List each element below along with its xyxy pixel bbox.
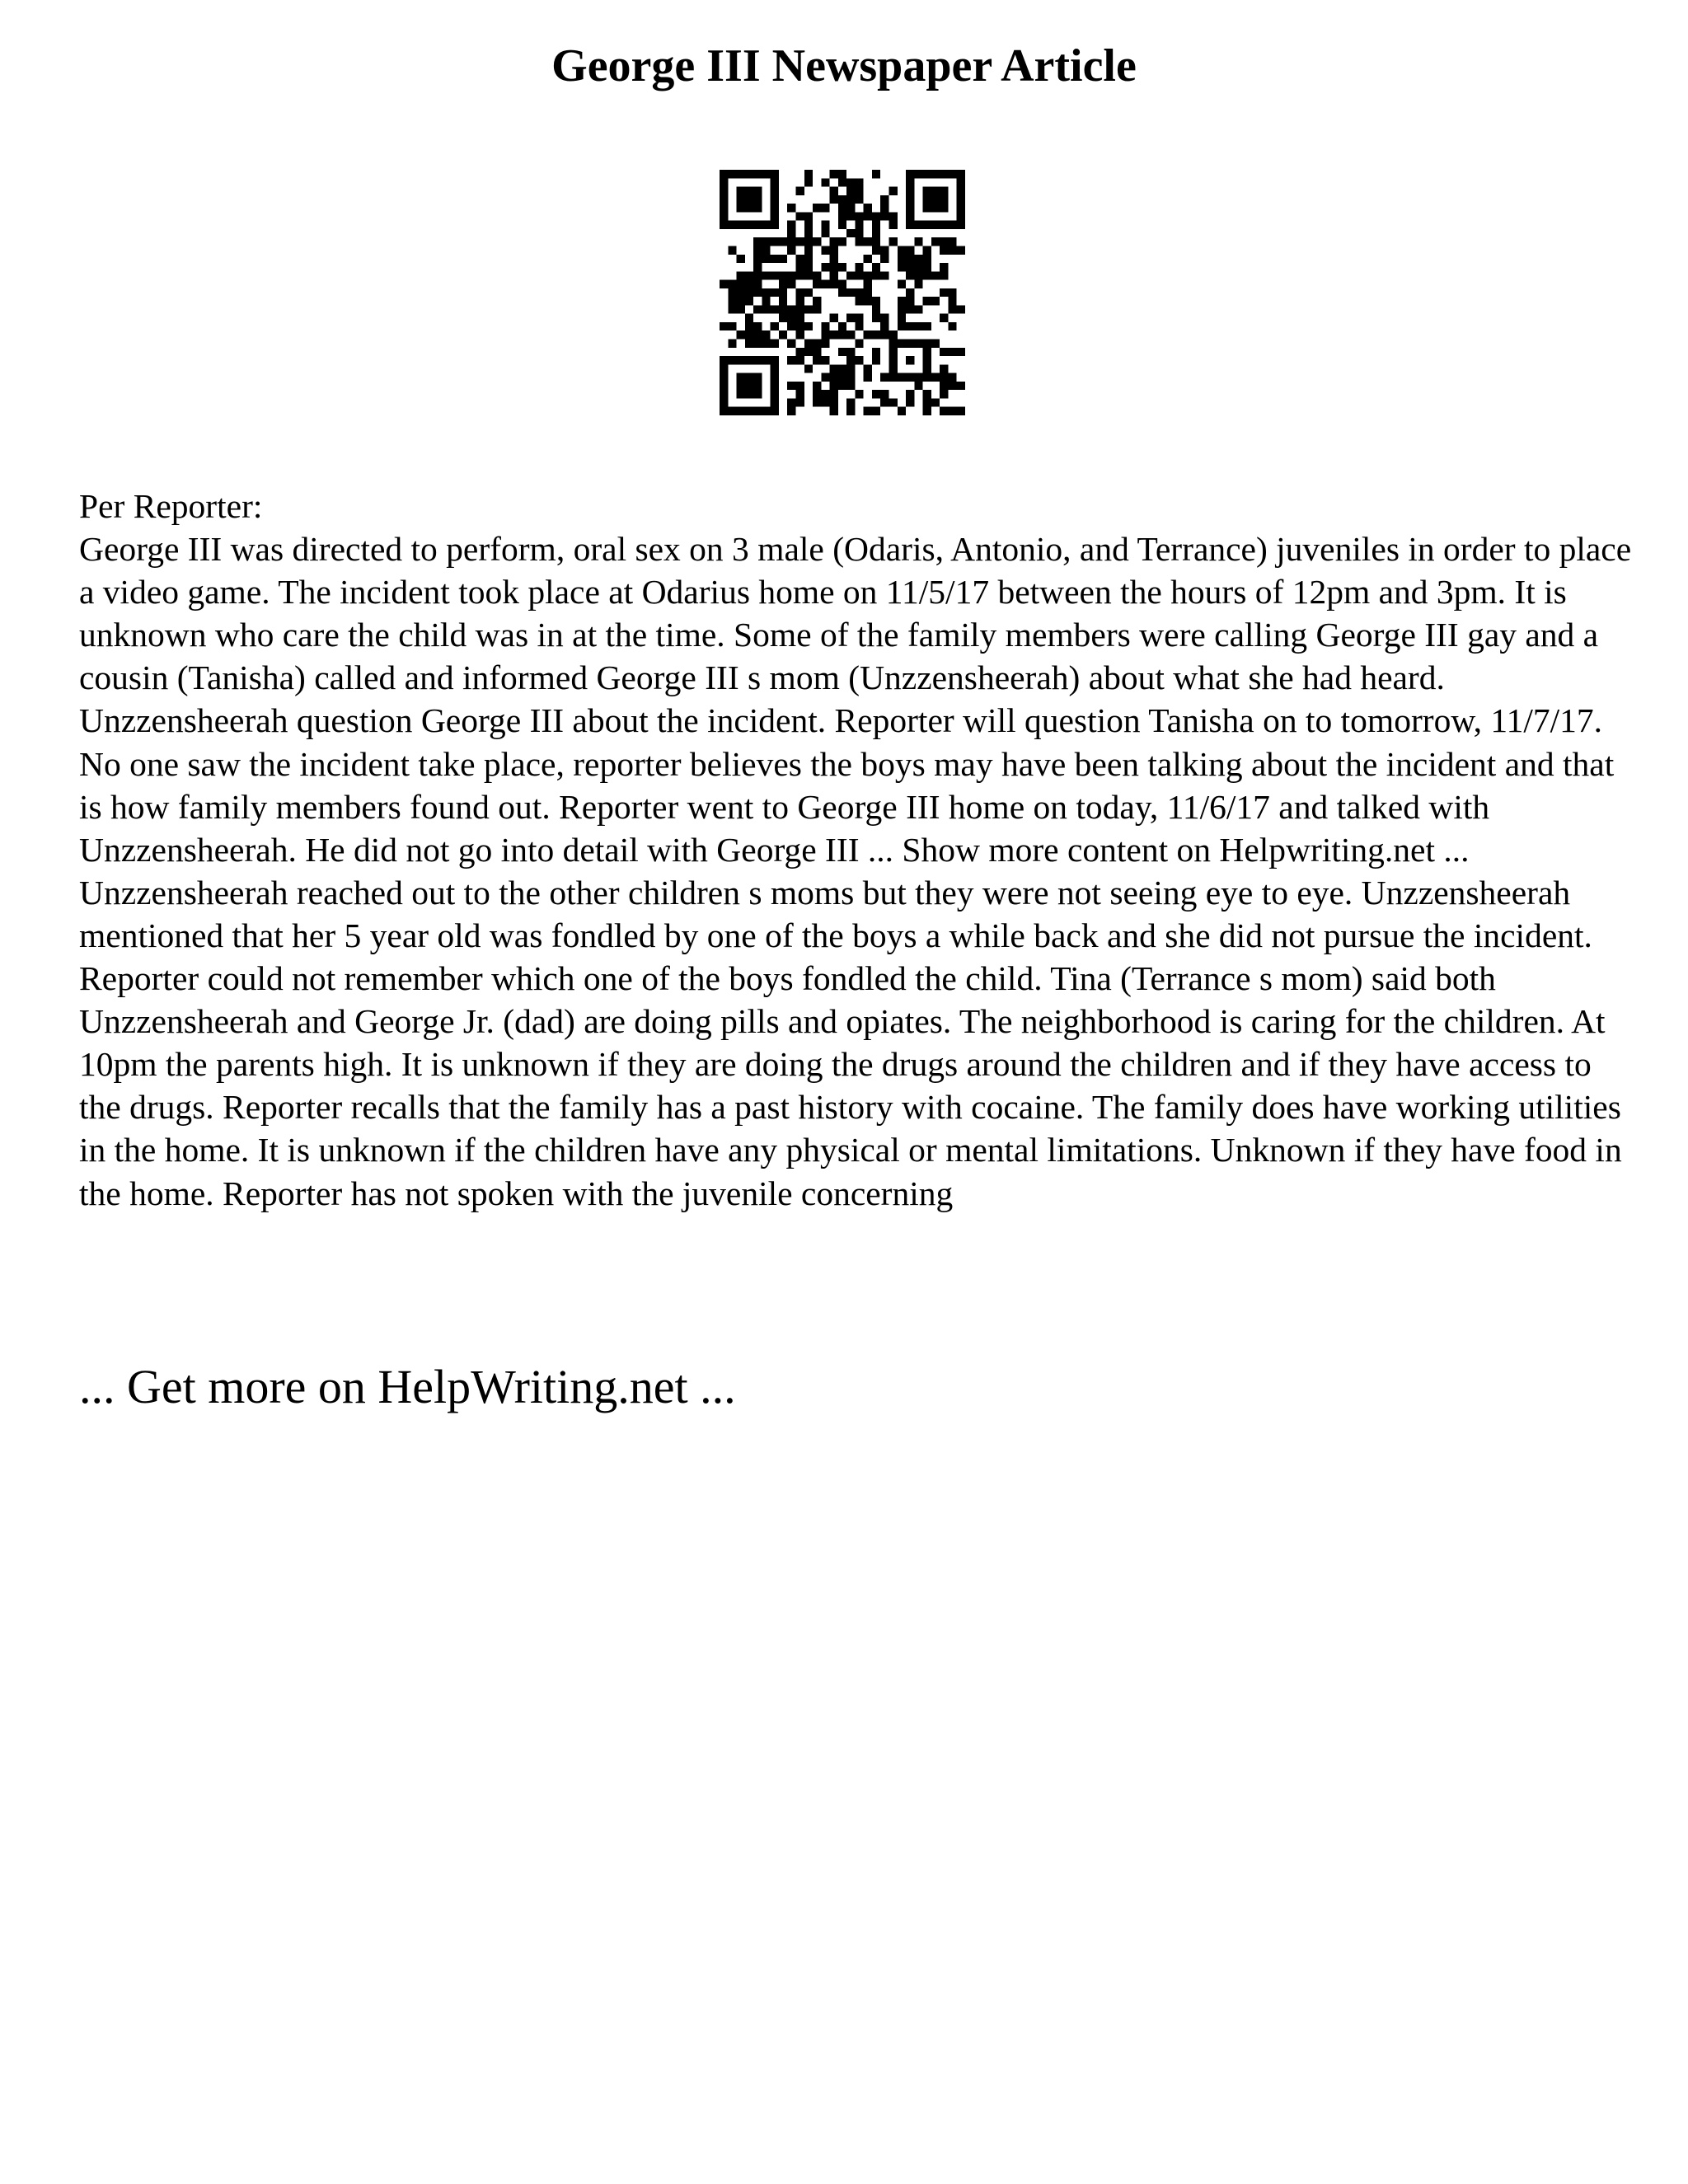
article-paragraph: Unzzensheerah reached out to the other children s moms but they were not seeing eye to eye. Unzzensheerah mentioned that her 5 year old was fondled by one of the boys a while back and she did not pursue the incident. Reporter could not remember which one of the boys fondled the child. Tina (Terrance s mom) said both Unzzensheerah and George Jr. (dad) are doing pills and opiates. The neighborhood is caring for the children. At 10pm the parents high. It is unknown if they are doing the drugs around the children and if they have access to the drugs. Reporter recalls that the family has a past history with cocaine. The family does have working utilities in the home. It is unknown if the children have any physical or mental limitations. Unknown if they have food in the home. Reporter has not spoken with the juvenile concerning xyxy=(79,873,1622,1212)
article-paragraph: George III was directed to perform, oral sex on 3 male (Odaris, Antonio, and Terrance) juveniles in order to place a video game. The incident took place at Odarius home on 11/5/17 between the hours of 12pm and 3pm. It is unknown who care the child was in at the time. Some of the family members were calling George III gay and a cousin (Tanisha) called and informed George III s mom (Unzzensheerah) about what she had heard. Unzzensheerah question George III about the incident. Reporter will question Tanisha on to tomorrow, 11/7/17. No one saw the incident take place, reporter believes the boys may have been talking about the incident and that is how family members found out. Reporter went to George III home on today, 11/6/17 and talked with Unzzensheerah. He did not go into detail with George III ... Show more content on Helpwriting.net ... xyxy=(79,530,1632,869)
qr-code-icon[interactable] xyxy=(720,170,965,415)
page-title: George III Newspaper Article xyxy=(551,40,1137,91)
get-more-link[interactable]: ... Get more on HelpWriting.net ... xyxy=(79,1360,736,1413)
article-heading: Per Reporter: xyxy=(79,487,263,525)
article-body xyxy=(79,485,1637,1215)
